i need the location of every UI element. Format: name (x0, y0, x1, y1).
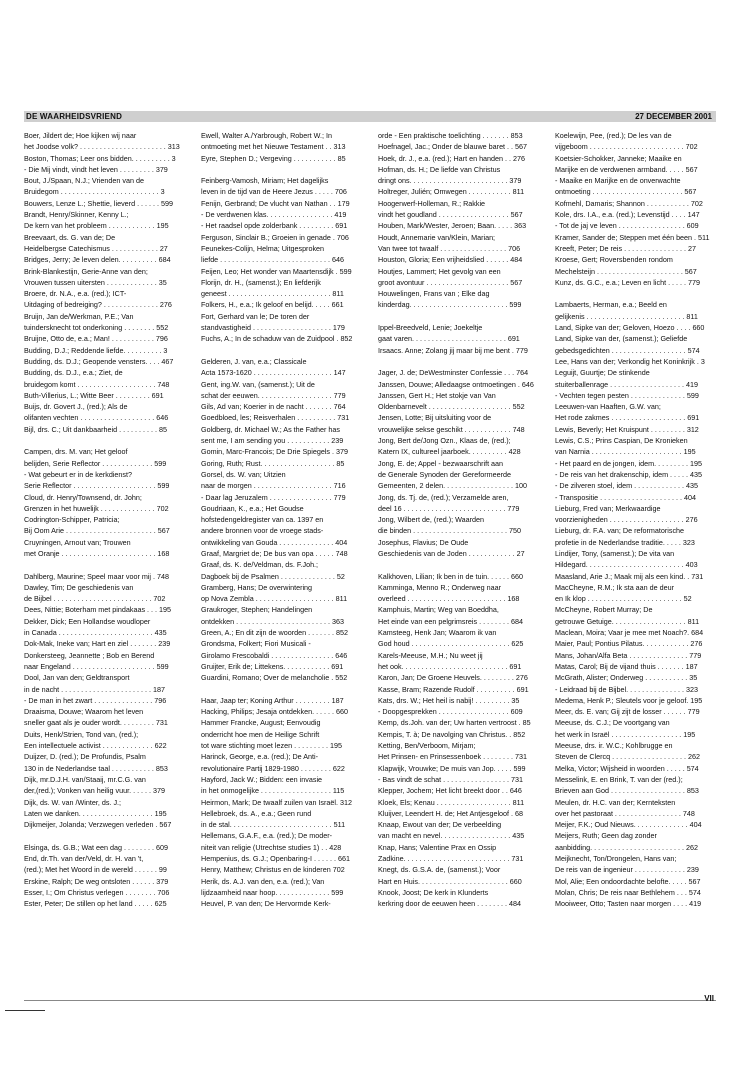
index-line: Bij Oom Arie . . . . . . . . . . . . . . . . . . . . . . . 567 (24, 526, 170, 536)
index-line: Feijen, Leo; Het wonder van Maartensdijk . 599 (201, 266, 352, 276)
footer-rule (24, 1000, 716, 1001)
index-line: Houwelingen, Frans van ; Elke dag (378, 289, 490, 299)
index-line: Henry, Matthew; Christus en de kinderen 702 (201, 865, 345, 875)
index-line: Medema, Henk P.; Sleutels voor je geloof. 195 (555, 695, 703, 705)
index-line: Feunekes-Colijn, Helma; Uitgesproken (201, 243, 325, 253)
index-line: Fuchs, A.; In de schaduw van de Zuidpool . 852 (201, 334, 353, 344)
index-line: 130 in de Nederlandse taal . . . . . . . . . . . 853 (24, 763, 168, 773)
index-line: Haar, Jaap ter; Koning Arthur . . . . . . . . . 187 (201, 695, 344, 705)
index-line: Klepper, Jochem; Het licht breekt door . . 646 (378, 786, 522, 796)
index-line: Mooiweer, Otto; Tasten naar morgen . . . . 419 (555, 899, 702, 909)
index-line: Jensen, Lotte; Bij uitsluiting voor de (378, 413, 492, 423)
index-line: Boer, Jildert de; Hoe kijken wij naar (24, 131, 137, 140)
index-line: Fort, Gerhard van le; De toren der (201, 311, 310, 321)
index-line: - Bas vindt de schat . . . . . . . . . . . . . . . . . 731 (378, 774, 524, 784)
index-line: hofstedengeldregister van ca. 1397 en (201, 515, 324, 525)
index-line: Graaf, ds. K. de/Veldman, ds. F.Joh.; (201, 560, 319, 570)
index-line: over het pastoraat . . . . . . . . . . . . . . . . . 748 (555, 808, 695, 818)
index-line: sent me, I am sending you . . . . . . . . . . . 239 (201, 436, 344, 446)
index-line: Ewell, Walter A./Yarbrough, Robert W.; In (201, 131, 333, 140)
index-line: Het Prinsen- en Prinsessenboek . . . . . . . . 731 (378, 752, 528, 762)
index-line: - De zilveren stoel, idem . . . . . . . . . . . . . 435 (555, 481, 699, 491)
index-line: gebedsgedichten . . . . . . . . . . . . . . . . . . . 574 (555, 345, 700, 355)
index-line: Mechelsteijn . . . . . . . . . . . . . . . . . . . . . . 567 (555, 266, 697, 276)
index-line: Bruidegom . . . . . . . . . . . . . . . . . . . . . . . . . 3 (24, 187, 165, 197)
index-line: - De reis van het drakenschip, idem . . . . . 435 (555, 469, 703, 479)
index-line: Codrington-Schipper, Patricia; (24, 515, 120, 525)
index-line: Hellemans, G.A.F., e.a. (red.); De moder- (201, 831, 333, 841)
index-line: Een intellectuele activist . . . . . . . . . . . . . 622 (24, 741, 167, 751)
index-line: der,(red.); Vonken van heilig vuur. . . . . . 379 (24, 786, 166, 796)
index-line: in het onmogelijke . . . . . . . . . . . . . . . . . . 115 (201, 786, 345, 796)
index-line: Duits, Henk/Strien, Tond van, (red.); (24, 729, 139, 739)
index-line: Mol, Alie; Een ondoordachte belofte. . . . . 567 (555, 876, 701, 886)
index-line: Kroese, Gert; Roversbenden rondom (555, 255, 673, 265)
index-line: - De verdwenen klas. . . . . . . . . . . . . . . . . 419 (201, 210, 347, 220)
index-line: Kats, drs. W.; Het heil is nabij! . . . . . . . . . 35 (378, 695, 520, 705)
index-line: Lieburg, Fred van; Merkwaardige (555, 503, 661, 513)
index-gap (555, 288, 725, 299)
index-line: Janssen, Douwe; Alledaagse ontmoetingen . 646 (378, 379, 534, 389)
index-line: Bouwers, Lenze L.; Shettie, lieverd . . . . . . 599 (24, 198, 174, 208)
index-line: - Maaike en Marijke en de onverwachte (555, 176, 681, 186)
index-line: McCheyne, Robert Murray; De (555, 605, 653, 615)
index-line: tuindersknecht tot onderkoning . . . . . . . . 552 (24, 323, 169, 333)
index-line: Matas, Carol; Bij de vijand thuis . . . . . . . 187 (555, 661, 698, 671)
publication-title: DE WAARHEIDSVRIEND (26, 112, 123, 121)
index-line: Kole, drs. I.A., e.a. (red.); Levenstijd . . . . 147 (555, 210, 700, 220)
page-header (24, 111, 716, 122)
index-line: Graukroger, Stephen; Handelingen (201, 605, 313, 615)
index-line: olifanten vechten . . . . . . . . . . . . . . . . . . . 646 (24, 413, 169, 423)
index-line: Maclean, Moira; Vaar je mee met Noach?. 684 (555, 628, 704, 638)
index-line: Kemp, ds.Joh. van der; Uw harten vertroost . 85 (378, 718, 531, 728)
index-line: De reis van de ingenieur . . . . . . . . . . . . . 239 (555, 865, 699, 875)
index-line: Lieburg, dr. F.A. van; De reformatorische (555, 526, 685, 536)
index-line: Meeuse, ds. C.J.; De voortgang van (555, 718, 670, 728)
index-line: Lee, Hans van der; Verkondig het Koninkrijk . 3 (555, 356, 705, 366)
index-line: Brieven aan God . . . . . . . . . . . . . . . . . . . 853 (555, 786, 699, 796)
index-line: Vrouwen tussen uitersten . . . . . . . . . . . . . 35 (24, 277, 167, 287)
index-line: Gils, Ad van; Koerier in de nacht . . . . . . . 764 (201, 402, 346, 412)
index-line: Josephus, Flavius; De Oude (378, 537, 469, 547)
index-columns (24, 130, 718, 1000)
index-line: andere bronnen voor de vroege stads- (201, 526, 324, 536)
index-line: Hammer Francke, August; Eenvoudig (201, 718, 321, 728)
index-line: Brandt, Henry/Skinner, Kenny L.; (24, 210, 129, 220)
index-line: in de stal. . . . . . . . . . . . . . . . . . . . . . . . . . 511 (201, 820, 346, 830)
index-line: Hayford, Jack W.; Bidden: een invasie (201, 774, 323, 784)
index-line: - Het paard en de jongen, idem. . . . . . . . . 195 (555, 458, 703, 468)
index-line: Broere, dr. N.A., e.a. (red.); ICT- (24, 289, 127, 299)
index-line: kerkring door de eeuwen heen . . . . . . . . 484 (378, 899, 522, 909)
index-line: voorzienigheden . . . . . . . . . . . . . . . . . . . 276 (555, 515, 698, 525)
index-line: - Doopgesprekken . . . . . . . . . . . . . . . . . . 609 (378, 707, 523, 717)
index-line: Graaf, Margriet de; De bus van opa . . . . . 748 (201, 548, 348, 558)
index-gap (378, 356, 548, 367)
index-line: Ester, Peter; De stillen op het land . . . . . 625 (24, 899, 167, 909)
index-gap (378, 559, 548, 570)
index-line: Bout, J./Spaan, N.J.; Vrienden van de (24, 176, 144, 186)
index-line: Budding, ds. D.J., e.a.; Ziet, de (24, 368, 123, 378)
index-line: Gramberg, Hans; De overwintering (201, 582, 313, 592)
index-line: Houtjes, Lammert; Het gevolg van een (378, 266, 501, 276)
index-line: Hacking, Philips; Jesaja ontdekken. . . . . . 660 (201, 707, 349, 717)
index-line: onderricht hoe men de Heilige Schrift (201, 729, 320, 739)
index-line: Kunz, ds. G.C., e.a.; Leven en licht . . . . . 779 (555, 277, 701, 287)
index-line: geneest . . . . . . . . . . . . . . . . . . . . . . . . . . 811 (201, 289, 344, 299)
index-line: Het einde van een pelgrimsreis . . . . . . . . 684 (378, 616, 524, 626)
index-line: Land, Sipke van der, (samenst.); Geliefde (555, 334, 688, 344)
index-line: Het rode zakmes . . . . . . . . . . . . . . . . . . . 691 (555, 413, 700, 423)
index-line: Bijl, drs. C.; Uit dankbaarheid . . . . . . . . . . 85 (24, 424, 168, 434)
index-line: liefde . . . . . . . . . . . . . . . . . . . . . . . . . . . . 646 (201, 255, 344, 265)
index-line: Hofman, ds. H.; De liefde van Christus (378, 164, 501, 174)
index-line: niteit van religie (Utrechtse studies 1) . . 428 (201, 842, 342, 852)
index-line: Dijkmeijer, Jolanda; Verzwegen verleden . 567 (24, 820, 172, 830)
index-line: Dekker, Dick; Een Hollandse woudloper (24, 616, 151, 626)
index-line: het werk in Israël . . . . . . . . . . . . . . . . . . 195 (555, 729, 696, 739)
index-line: kinderdag. . . . . . . . . . . . . . . . . . . . . . . . . 599 (378, 300, 522, 310)
index-line: Koetsier-Schokker, Janneke; Maaike en (555, 153, 682, 163)
index-line: Kamsteeg, Henk Jan; Waarom ik van (378, 628, 497, 638)
index-line: ontmoeting met het Nieuwe Testament . . 313 (201, 142, 346, 152)
index-column-4 (555, 130, 725, 909)
index-line: Gruijter, Erik de; Littekens. . . . . . . . . . . . 691 (201, 661, 344, 671)
index-line: Hildegard. . . . . . . . . . . . . . . . . . . . . . . . . 403 (555, 560, 698, 570)
index-line: Jong, E. de; Appel - bezwaarschrift aan (378, 458, 504, 468)
index-line: Gorsel, ds. W. van; Uitzien (201, 469, 286, 479)
index-line: Goudriaan, K., e.a.; Het Goudse (201, 503, 304, 513)
index-line: schat der eeuwen. . . . . . . . . . . . . . . . . . . 779 (201, 390, 346, 400)
index-line: het ook. . . . . . . . . . . . . . . . . . . . . . . . . . . 691 (378, 661, 522, 671)
index-line: Donkersteeg, Jeannette ; Bob en Berend (24, 650, 155, 660)
index-line: Bridges, Jerry; Je leven delen. . . . . . . . . . 684 (24, 255, 171, 265)
index-line: Kramer, Sander de; Steppen met één been . 511 (555, 232, 710, 242)
index-line: Guardini, Romano; Over de melancholie . 552 (201, 673, 348, 683)
index-line: Klapwijk, Vrouwke; De muis van Jop. . . . . 599 (378, 763, 526, 773)
index-line: ontmoeting . . . . . . . . . . . . . . . . . . . . . . . 567 (555, 187, 697, 197)
index-line: - Wat gebeurt er in de kerkdienst? (24, 469, 132, 479)
index-line: (red.); Met het Woord in de wereld . . . . . . 99 (24, 865, 167, 875)
index-line: Mans, Johan/Alfa Beta . . . . . . . . . . . . . . . 779 (555, 650, 702, 660)
index-line: Gent, ing.W. van, (samenst.); Uit de (201, 379, 315, 389)
index-line: - Daar lag Jeruzalem . . . . . . . . . . . . . . . . 779 (201, 492, 346, 502)
index-line: dringt ons. . . . . . . . . . . . . . . . . . . . . . . . . 379 (378, 176, 522, 186)
index-line: lijdzaamheid naar hoop. . . . . . . . . . . . . . 599 (201, 887, 344, 897)
index-line: gelijkenis . . . . . . . . . . . . . . . . . . . . . . . . . 811 (555, 311, 698, 321)
index-gap (201, 345, 371, 356)
index-line: de Bijbel . . . . . . . . . . . . . . . . . . . . . . . . . 702 (24, 594, 166, 604)
index-line: Heirmon, Mark; De twaalf zuilen van Israël. 312 (201, 797, 353, 807)
index-line: Bruijne, Otto de, e.a.; Man! . . . . . . . . . . . 796 (24, 334, 168, 344)
index-line: Lewis, C.S.; Prins Caspian, De Kronieken (555, 436, 688, 446)
index-line: Dijk, ds. W. van /Winter, ds. J.; (24, 797, 122, 807)
index-line: - Het raadsel opde zolderbank . . . . . . . . . 691 (201, 221, 348, 231)
index-line: standvastigheid . . . . . . . . . . . . . . . . . . . . 179 (201, 323, 345, 333)
index-line: aanbidding. . . . . . . . . . . . . . . . . . . . . . . . 262 (555, 842, 699, 852)
index-line: Holtreger, Julién; Omwegen . . . . . . . . . . . 811 (378, 187, 525, 197)
index-line: leven in de tijd van de Heere Jezus . . . . . 706 (201, 187, 347, 197)
index-line: God houd . . . . . . . . . . . . . . . . . . . . . . . . . 625 (378, 639, 524, 649)
index-line: Messelink, E. en Brink, T. van der (red.); (555, 774, 683, 784)
index-line: Meijer, F.K.; Oud Nieuws. . . . . . . . . . . . . . 404 (555, 820, 702, 830)
index-line: Knegt, ds. G.S.A. de, (samenst.); Voor (378, 865, 501, 875)
index-line: profetie in de Nederlandse traditie. . . . . 323 (555, 537, 695, 547)
index-line: van Narnia . . . . . . . . . . . . . . . . . . . . . . . 195 (555, 447, 696, 457)
index-line: Hart en Huis. . . . . . . . . . . . . . . . . . . . . . . 660 (378, 876, 522, 886)
index-line: Dees, Nittie; Boterham met pindakaas . . . 195 (24, 605, 172, 615)
index-line: Ippel-Breedveld, Lenie; Joekeltje (378, 323, 483, 333)
index-line: tot ware stichting moet lezen . . . . . . . . . 195 (201, 741, 343, 751)
index-line: Lindijer, Tony, (samenst.); De vita van (555, 548, 675, 558)
index-line: Goldberg, dr. Michael W.; As the Father has (201, 424, 341, 434)
index-line: Dool, Jan van den; Geldtransport (24, 673, 130, 683)
index-line: sneller gaat als je ouder wordt. . . . . . . . . 731 (24, 718, 168, 728)
index-line: Marijke en de verdwenen armband. . . . . 567 (555, 164, 698, 174)
index-line: - Die Mij vindt, vindt het leven . . . . . . . . . 379 (24, 164, 168, 174)
index-line: van macht en nevel. . . . . . . . . . . . . . . . . . 435 (378, 831, 525, 841)
index-line: Fenijn, Gerbrand; De vlucht van Nathan . . 179 (201, 198, 350, 208)
index-line: vijgeboom . . . . . . . . . . . . . . . . . . . . . . . . 702 (555, 142, 698, 152)
index-line: stuiterballenrage . . . . . . . . . . . . . . . . . . . 419 (555, 379, 699, 389)
index-line: vindt het goudland . . . . . . . . . . . . . . . . . . 567 (378, 210, 523, 220)
index-line: Grenzen in het huwelijk . . . . . . . . . . . . . . 702 (24, 503, 169, 513)
index-line: Koelewijn, Pee, (red.); De les van de (555, 131, 672, 140)
index-line: Gomin, Marc-Francois; De Drie Spiegels . 379 (201, 447, 348, 457)
index-line: MacCheyne, R.M.; Ik sta aan de deur (555, 582, 675, 592)
index-line: Budding, ds. D.J.; Geopende vensters. . . . 467 (24, 356, 174, 366)
index-line: Budding, D.J.; Reddende liefde. . . . . . . . . . 3 (24, 345, 168, 355)
index-line: Dawley, Tim; De geschiedenis van (24, 582, 134, 592)
index-line: Meijers, Ruth; Geen dag zonder (555, 831, 657, 841)
index-line: Gelderen, J. van, e.a.; Classicale (201, 356, 307, 366)
index-line: Houdt, Annemarie van/Klein, Marian; (378, 232, 496, 242)
index-line: - Tot de jaj ve leven . . . . . . . . . . . . . . . . . 609 (555, 221, 699, 231)
index-line: Hempenius, ds. G.J.; Openbaring-I . . . . . . 661 (201, 854, 351, 863)
index-gap (24, 559, 194, 570)
index-line: Meulen, dr. H.C. van der; Kernteksten (555, 797, 676, 807)
index-line: Knaap, Ewout van der; De verbeelding (378, 820, 502, 830)
index-gap (24, 830, 194, 841)
index-line: Dagboek bij de Psalmen . . . . . . . . . . . . . . 52 (201, 571, 345, 581)
index-line: Laten we danken. . . . . . . . . . . . . . . . . . . 195 (24, 808, 167, 818)
index-line: in Canada . . . . . . . . . . . . . . . . . . . . . . . . 435 (24, 628, 167, 638)
index-line: Geschiedenis van de Joden . . . . . . . . . . . . 27 (378, 548, 525, 558)
index-line: Kasse, Bram; Razende Rudolf . . . . . . . . . . 691 (378, 684, 529, 694)
index-line: - De man in het zwart . . . . . . . . . . . . . . . 796 (24, 695, 167, 705)
index-line: gaat varen. . . . . . . . . . . . . . . . . . . . . . . . 691 (378, 334, 520, 344)
index-line: Steven de Clercq . . . . . . . . . . . . . . . . . . . 262 (555, 752, 701, 762)
index-line: Melka, Victor; Wijsheid in woorden . . . . . 574 (555, 763, 699, 773)
index-line: Grondsma, Folkert; Fiori Musicali - (201, 639, 311, 649)
index-column-3 (378, 130, 548, 909)
index-line: bruidegom komt . . . . . . . . . . . . . . . . . . . . 748 (24, 379, 170, 389)
index-column-1 (24, 130, 194, 909)
index-line: - Vechten tegen pesten . . . . . . . . . . . . . . 599 (555, 390, 699, 400)
index-line: Houben, Mark/Wester, Jeroen; Baan. . . . . 363 (378, 221, 527, 231)
index-line: Leeuwen-van Haaften, G.W. van; (555, 402, 661, 412)
index-gap (24, 435, 194, 446)
index-line: Land, Sipke van der; Geloven, Hoezo . . . . 660 (555, 323, 705, 333)
publication-date: 27 DECEMBER 2001 (635, 112, 712, 121)
index-line: Harinck, George, e.a. (red.); De Anti- (201, 752, 319, 762)
index-line: vrouwelijke sekse geschikt . . . . . . . . . . . . 748 (378, 424, 525, 434)
index-line: Katern IX, cultureel jaarboek. . . . . . . . . . 428 (378, 447, 521, 457)
index-line: End, dr.Th. van der/Veld, dr. H. van 't, (24, 854, 144, 863)
index-line: - Transpositie . . . . . . . . . . . . . . . . . . . . . 404 (555, 492, 697, 502)
index-line: Eyre, Stephen D.; Vergeving . . . . . . . . . . . 85 (201, 153, 346, 163)
index-line: Uitdaging of bedreiging? . . . . . . . . . . . . . . 276 (24, 300, 172, 310)
index-line: Hoefnagel, Jac.; Onder de blauwe baret . . 567 (378, 142, 528, 152)
index-line: groot avontuur . . . . . . . . . . . . . . . . . . . . . 567 (378, 277, 523, 287)
index-line: en Ik klop . . . . . . . . . . . . . . . . . . . . . . . . 52 (555, 594, 692, 604)
index-line: Florijn, dr. H., (samenst.); En liefderijk (201, 277, 321, 287)
index-line: Buijs, dr. Govert J., (red.); Als de (24, 402, 128, 412)
index-line: Van twee tot twaalf . . . . . . . . . . . . . . . . . 706 (378, 243, 521, 253)
index-line: Kreeft, Peter; De reis . . . . . . . . . . . . . . . . 27 (555, 243, 697, 253)
index-line: Dok-Mak, Ineke van; Hart en ziel . . . . . . . 239 (24, 639, 171, 649)
index-line: Herik, ds. A.J. van den, e.a. (red.); Van (201, 876, 325, 886)
index-line: Maasland, Arie J.; Maak mij als een kind. . 731 (555, 571, 704, 581)
index-line: Molan, Chris; De reis naar Bethlehem . . . 574 (555, 887, 701, 897)
index-line: Draaisma, Douwe; Waarom het leven (24, 707, 144, 717)
index-line: belijden, Serie Reflector . . . . . . . . . . . . . 599 (24, 458, 167, 468)
index-line: naar Engeland . . . . . . . . . . . . . . . . . . . . . 599 (24, 661, 169, 671)
index-line: Hoogerwerf-Holleman, R.; Rakkie (378, 198, 486, 208)
index-line: Kamphuis, Martin; Weg van Boeddha, (378, 605, 499, 615)
index-line: McGrath, Alister; Onderweg . . . . . . . . . . . 35 (555, 673, 698, 683)
index-line: Kofmehl, Damaris; Shannon . . . . . . . . . . . 702 (555, 198, 703, 208)
index-line: Feinberg-Vamosh, Miriam; Het dagelijks (201, 176, 329, 186)
index-gap (201, 164, 371, 175)
index-line: Jong, Wilbert de, (red.); Waarden (378, 515, 484, 525)
index-line: Ketting, Ben/Verboom, Mirjam; (378, 741, 476, 751)
index-line: Esser, I.; Om Christus verlegen . . . . . . . . 706 (24, 887, 170, 897)
index-line: die binden . . . . . . . . . . . . . . . . . . . . . . . . 750 (378, 526, 522, 536)
index-line: Cloud, dr. Henry/Townsend, dr. John; (24, 492, 142, 502)
index-line: orde - Een praktische toelichting . . . . . . . 853 (378, 131, 523, 140)
index-gap (201, 684, 371, 695)
index-line: Green, A.; En dit zijn de woorden . . . . . . . 852 (201, 628, 349, 638)
index-line: Jager, J. de; DeWestminster Confessie . . . 764 (378, 368, 529, 378)
index-line: getrouwe Getuige. . . . . . . . . . . . . . . . . . . 811 (555, 616, 700, 626)
index-line: Leguijt, Guurtje; De stinkende (555, 368, 650, 378)
index-gap (378, 311, 548, 322)
index-line: Jong, Bert de/Jong Ozn., Klaas de, (red.); (378, 436, 511, 446)
index-line: Dahlberg, Maurine; Speel maar voor mij . 748 (24, 571, 170, 581)
index-line: Erskine, Ralph; De weg ontsloten . . . . . . 379 (24, 876, 169, 886)
index-line: Lambaerts, Herman, e.a.; Beeld en (555, 300, 667, 310)
index-line: Bruijn, Jan de/Werkman, P.E.; Van (24, 311, 134, 321)
index-line: Maier, Paul; Pontius Pilatus. . . . . . . . . . . . 276 (555, 639, 703, 649)
index-line: Lewis, Beverly; Het Kruispunt . . . . . . . . . 312 (555, 424, 699, 434)
index-line: Meer, ds. E. van; Gij zijt de losser . . . . . . 779 (555, 707, 700, 717)
index-line: Dijk, mr.D.J.H. van/Staaij, mr.C.G. van (24, 774, 146, 784)
index-line: Janssen, Gert H.; Het stokje van Van (378, 390, 496, 400)
index-line: Breevaart, ds. G. van de; De (24, 232, 116, 242)
index-line: Boston, Thomas; Leer ons bidden. . . . . . . . . . 3 (24, 153, 176, 163)
index-line: Meeuse, drs. ir. W.C.; Kohlbrugge en (555, 741, 673, 751)
index-line: Houston, Gloria; Een vrijheidslied . . . . . . 484 (378, 255, 523, 265)
index-line: de Generale Synoden der Gereformeerde (378, 469, 512, 479)
index-line: Acta 1573-1620 . . . . . . . . . . . . . . . . . . . . 147 (201, 368, 346, 378)
index-line: Kamminga, Menno R.; Onderweg naar (378, 582, 502, 592)
index-line: Brink-Blankestijn, Gerie-Anne van den; (24, 266, 148, 276)
index-line: Duijzer, D. (red.); De Profundis, Psalm (24, 752, 146, 762)
index-line: Meijknecht, Ton/Drongelen, Hans van; (555, 854, 677, 863)
index-line: Knap, Hans; Valentine Prax en Ossip (378, 842, 497, 852)
index-line: Elsinga, ds. G.B.; Wat een dag . . . . . . . . 609 (24, 842, 168, 852)
index-line: Kloek, Els; Kenau . . . . . . . . . . . . . . . . . . . 811 (378, 797, 525, 807)
index-line: revolutionaire Partij 1829-1980 . . . . . . . . 622 (201, 763, 345, 773)
index-line: Zadkine. . . . . . . . . . . . . . . . . . . . . . . . . . . 731 (378, 854, 524, 863)
index-line: Karels-Meeuse, M.H.; Nu weet jij (378, 650, 483, 660)
index-line: Oldenbarnevelt . . . . . . . . . . . . . . . . . . . . . 552 (378, 402, 525, 412)
index-line: Gemeenten, 2 delen. . . . . . . . . . . . . . . . . . 100 (378, 481, 528, 491)
index-line: Ferguson, Sinclair B.; Groeien in genade . 706 (201, 232, 349, 242)
index-line: Knook, Joost; De kerk in Klunderts (378, 887, 489, 897)
index-line: ontwikkeling van Gouda . . . . . . . . . . . . . . 404 (201, 537, 348, 547)
index-line: Goring, Ruth; Rust. . . . . . . . . . . . . . . . . . . 85 (201, 458, 345, 468)
index-line: Hellebroek, ds. A., e.a.; Geen rund (201, 808, 312, 818)
index-line: overleed . . . . . . . . . . . . . . . . . . . . . . . . . 168 (378, 594, 520, 604)
index-line: het Joodse volk? . . . . . . . . . . . . . . . . . . . . . . 313 (24, 142, 180, 152)
index-line: Girolamo Frescobaldi . . . . . . . . . . . . . . . . 646 (201, 650, 348, 660)
index-line: Buth-Villerius, L.; Witte Beer . . . . . . . . . 691 (24, 390, 164, 400)
index-line: Hoek, dr. J., e.a. (red.); Hart en handen . . 276 (378, 153, 526, 163)
page-number: VII (704, 994, 714, 1003)
index-line: De kern van het probleem . . . . . . . . . . . . 195 (24, 221, 169, 231)
index-column-2 (201, 130, 371, 909)
index-line: Heidelbergse Catechismus . . . . . . . . . . . . 27 (24, 243, 168, 253)
index-line: Heuvel, P. van den; De Hervormde Kerk- (201, 899, 331, 909)
index-line: Jong, ds. Tj. de, (red.); Verzamelde aren, (378, 492, 509, 502)
index-line: naar de morgen . . . . . . . . . . . . . . . . . . . . 716 (201, 481, 346, 491)
index-line: Cruyningen, Arnout van; Trouwen (24, 537, 131, 547)
index-line: deel 16 . . . . . . . . . . . . . . . . . . . . . . . . . . 779 (378, 503, 520, 513)
index-line: Irsaacs. Anne; Zolang jij maar bij me bent . 779 (378, 345, 528, 355)
index-line: Kluijver, Leendert H. de; Het Antjesgeloof . 68 (378, 808, 524, 818)
index-line: met Oranje . . . . . . . . . . . . . . . . . . . . . . . . 168 (24, 548, 170, 558)
index-line: Campen, drs. M. van; Het geloof (24, 447, 128, 457)
index-line: Kempis, T. à; De navolging van Christus. . 852 (378, 729, 526, 739)
index-line: Folkers, H., e.a.; Ik geloof en belijd. . . . . 661 (201, 300, 344, 310)
index-line: ontdekken . . . . . . . . . . . . . . . . . . . . . . . . 363 (201, 616, 345, 626)
index-line: Karon, Jan; De Groene Heuvels. . . . . . . . . 276 (378, 673, 528, 683)
scan-mark (5, 1010, 45, 1011)
index-line: Serie Reflector . . . . . . . . . . . . . . . . . . . . . 599 (24, 481, 170, 491)
index-line: Goedbloed, les; Reisverhalen . . . . . . . . . . 731 (201, 413, 350, 423)
index-line: in de nacht . . . . . . . . . . . . . . . . . . . . . . . 187 (24, 684, 166, 694)
index-line: op Nova Zembla . . . . . . . . . . . . . . . . . . . . 811 (201, 594, 348, 604)
index-line: Kalkhoven, Lilian; Ik ben in de tuin. . . . . . 660 (378, 571, 524, 581)
index-line: - Leidraad bij de Bijbel. . . . . . . . . . . . . . . 323 (555, 684, 699, 694)
